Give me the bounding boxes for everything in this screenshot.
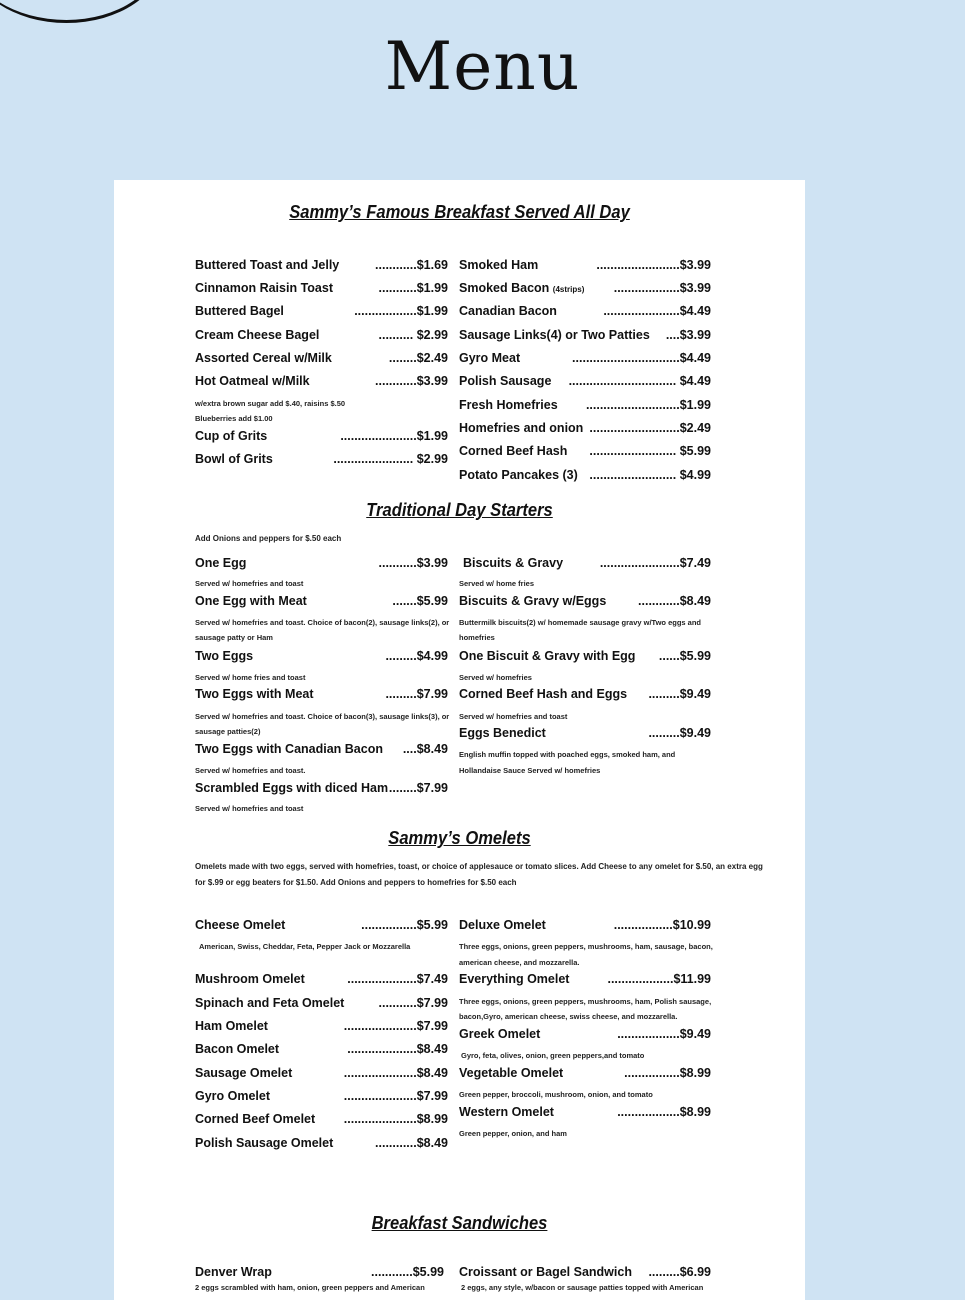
section-note: Omelets made with two eggs, served with homefries, toast, or choice of applesauce or tomato slices. Add Cheese to any omelet for $.50, an extra egg: [195, 862, 763, 871]
menu-item: Cup of Grits ......................$1.99: [195, 429, 448, 443]
item-desc: sausage patties(2): [195, 727, 261, 736]
item-desc: sausage patty or Ham: [195, 633, 273, 642]
menu-item: Homefries and onion ..........................$2.49: [459, 421, 711, 435]
item-desc: Gyro, feta, olives, onion, green peppers,and tomato: [461, 1051, 645, 1060]
menu-item: One Egg with Meat .......$5.99: [195, 594, 448, 608]
menu-item: Smoked Bacon (4strips) ...................$3.99: [459, 281, 711, 295]
item-desc: Three eggs, onions, green peppers, mushrooms, ham, Polish sausage,: [459, 997, 712, 1006]
item-desc: Green pepper, onion, and ham: [459, 1129, 567, 1138]
item-desc: American, Swiss, Cheddar, Feta, Pepper Jack or Mozzarella: [199, 942, 411, 951]
item-desc: Served w/ homefries and toast: [459, 712, 568, 721]
menu-item: Spinach and Feta Omelet ...........$7.99: [195, 996, 448, 1010]
item-desc: 2 eggs, any style, w/bacon or sausage patties topped with American: [461, 1283, 704, 1292]
item-desc: Served w/ homefries and toast. Choice of bacon(3), sausage links(3), or: [195, 712, 450, 721]
item-desc: 2 eggs scrambled with ham, onion, green peppers and American: [195, 1283, 425, 1292]
menu-item: Cheese Omelet ................$5.99: [195, 918, 448, 932]
menu-sheet: [114, 180, 805, 1300]
menu-item: Two Eggs .........$4.99: [195, 649, 448, 663]
menu-item: Smoked Ham ........................$3.99: [459, 258, 711, 272]
menu-item: Polish Sausage ............................... $4.49: [459, 374, 711, 388]
menu-item: Bacon Omelet ....................$8.49: [195, 1042, 448, 1056]
section-note: for $.99 or egg beaters for $1.50. Add Onions and peppers to homefries for $.50 each: [195, 878, 517, 887]
item-desc: Buttermilk biscuits(2) w/ homemade sausage gravy w/Two eggs and: [459, 618, 702, 627]
menu-item: Assorted Cereal w/Milk ........$2.49: [195, 351, 448, 365]
item-note: Blueberries add $1.00: [195, 414, 273, 423]
menu-item: Hot Oatmeal w/Milk ............$3.99: [195, 374, 448, 388]
menu-item: Two Eggs with Canadian Bacon ....$8.49: [195, 742, 448, 756]
logo-outline: [0, 0, 163, 23]
menu-item: Buttered Bagel ..................$1.99: [195, 304, 448, 318]
menu-item: One Egg ...........$3.99: [195, 556, 448, 570]
menu-item: Canadian Bacon ......................$4.49: [459, 304, 711, 318]
item-desc: homefries: [459, 633, 495, 642]
item-desc: Served w/ homefries and toast: [195, 804, 304, 813]
omelets-title: Sammy’s Omelets: [388, 828, 531, 848]
item-desc: Served w/ homefries and toast. Choice of bacon(2), sausage links(2), or: [195, 618, 450, 627]
menu-item: Everything Omelet ...................$11.99: [459, 972, 711, 986]
menu-item: Corned Beef Hash and Eggs .........$9.49: [459, 687, 711, 701]
starters-title: Traditional Day Starters: [366, 500, 553, 520]
page-title: Menu: [384, 28, 581, 105]
menu-item: Ham Omelet .....................$7.99: [195, 1019, 448, 1033]
menu-item: Fresh Homefries ...........................$1.99: [459, 398, 711, 412]
item-desc: Hollandaise Sauce Served w/ homefries: [459, 766, 601, 775]
menu-item: Two Eggs with Meat .........$7.99: [195, 687, 448, 701]
menu-item: Bowl of Grits ....................... $2.99: [195, 452, 448, 466]
item-desc: Served w/ home fries: [459, 579, 535, 588]
menu-item: Greek Omelet ..................$9.49: [459, 1027, 711, 1041]
item-desc: Served w/ home fries and toast: [195, 673, 306, 682]
menu-item: Gyro Omelet .....................$7.99: [195, 1089, 448, 1103]
menu-item: Sausage Links(4) or Two Patties ....$3.99: [459, 328, 711, 342]
item-note: w/extra brown sugar add $.40, raisins $.50: [195, 399, 346, 408]
menu-item: Corned Beef Hash ......................... $5.99: [459, 444, 711, 458]
menu-item: Vegetable Omelet ................$8.99: [459, 1066, 711, 1080]
item-desc: English muffin topped with poached eggs, smoked ham, and: [459, 750, 676, 759]
menu-item: Cream Cheese Bagel .......... $2.99: [195, 328, 448, 342]
item-desc: Green pepper, broccoli, mushroom, onion, and tomato: [459, 1090, 653, 1099]
section-note: Add Onions and peppers for $.50 each: [195, 534, 342, 543]
menu-item: Sausage Omelet .....................$8.49: [195, 1066, 448, 1080]
menu-item: Cinnamon Raisin Toast ...........$1.99: [195, 281, 448, 295]
menu-item: Biscuits & Gravy w/Eggs ............$8.49: [459, 594, 711, 608]
sandwiches-title: Breakfast Sandwiches: [371, 1213, 548, 1233]
menu-item: Corned Beef Omelet .....................$8.99: [195, 1112, 448, 1126]
item-desc: american cheese, and mozzarella.: [459, 958, 580, 967]
menu-item: Mushroom Omelet ....................$7.49: [195, 972, 448, 986]
item-desc: bacon,Gyro, american cheese, swiss cheese, and mozzarella.: [459, 1012, 678, 1021]
menu-item: Buttered Toast and Jelly ............$1.69: [195, 258, 448, 272]
breakfast-title: Sammy’s Famous Breakfast Served All Day: [289, 202, 630, 222]
item-desc: Served w/ homefries: [459, 673, 532, 682]
item-desc: Served w/ homefries and toast.: [195, 766, 306, 775]
menu-item: Potato Pancakes (3) ......................... $4.99: [459, 468, 711, 482]
menu-item: Croissant or Bagel Sandwich .........$6.99: [459, 1265, 711, 1279]
menu-item: Deluxe Omelet .................$10.99: [459, 918, 711, 932]
item-desc: Served w/ homefries and toast: [195, 579, 304, 588]
menu-item: Biscuits & Gravy .......................$7.49: [463, 556, 711, 570]
menu-item: Scrambled Eggs with diced Ham ........$7.99: [195, 781, 448, 795]
menu-item: Gyro Meat ...............................$4.49: [459, 351, 711, 365]
menu-item: Western Omelet ..................$8.99: [459, 1105, 711, 1119]
menu-item: Eggs Benedict .........$9.49: [459, 726, 711, 740]
menu-item: Polish Sausage Omelet ............$8.49: [195, 1136, 448, 1150]
menu-item: Denver Wrap ............$5.99: [195, 1265, 444, 1279]
menu-item: One Biscuit & Gravy with Egg ......$5.99: [459, 649, 711, 663]
item-desc: Three eggs, onions, green peppers, mushrooms, ham, sausage, bacon,: [459, 942, 713, 951]
